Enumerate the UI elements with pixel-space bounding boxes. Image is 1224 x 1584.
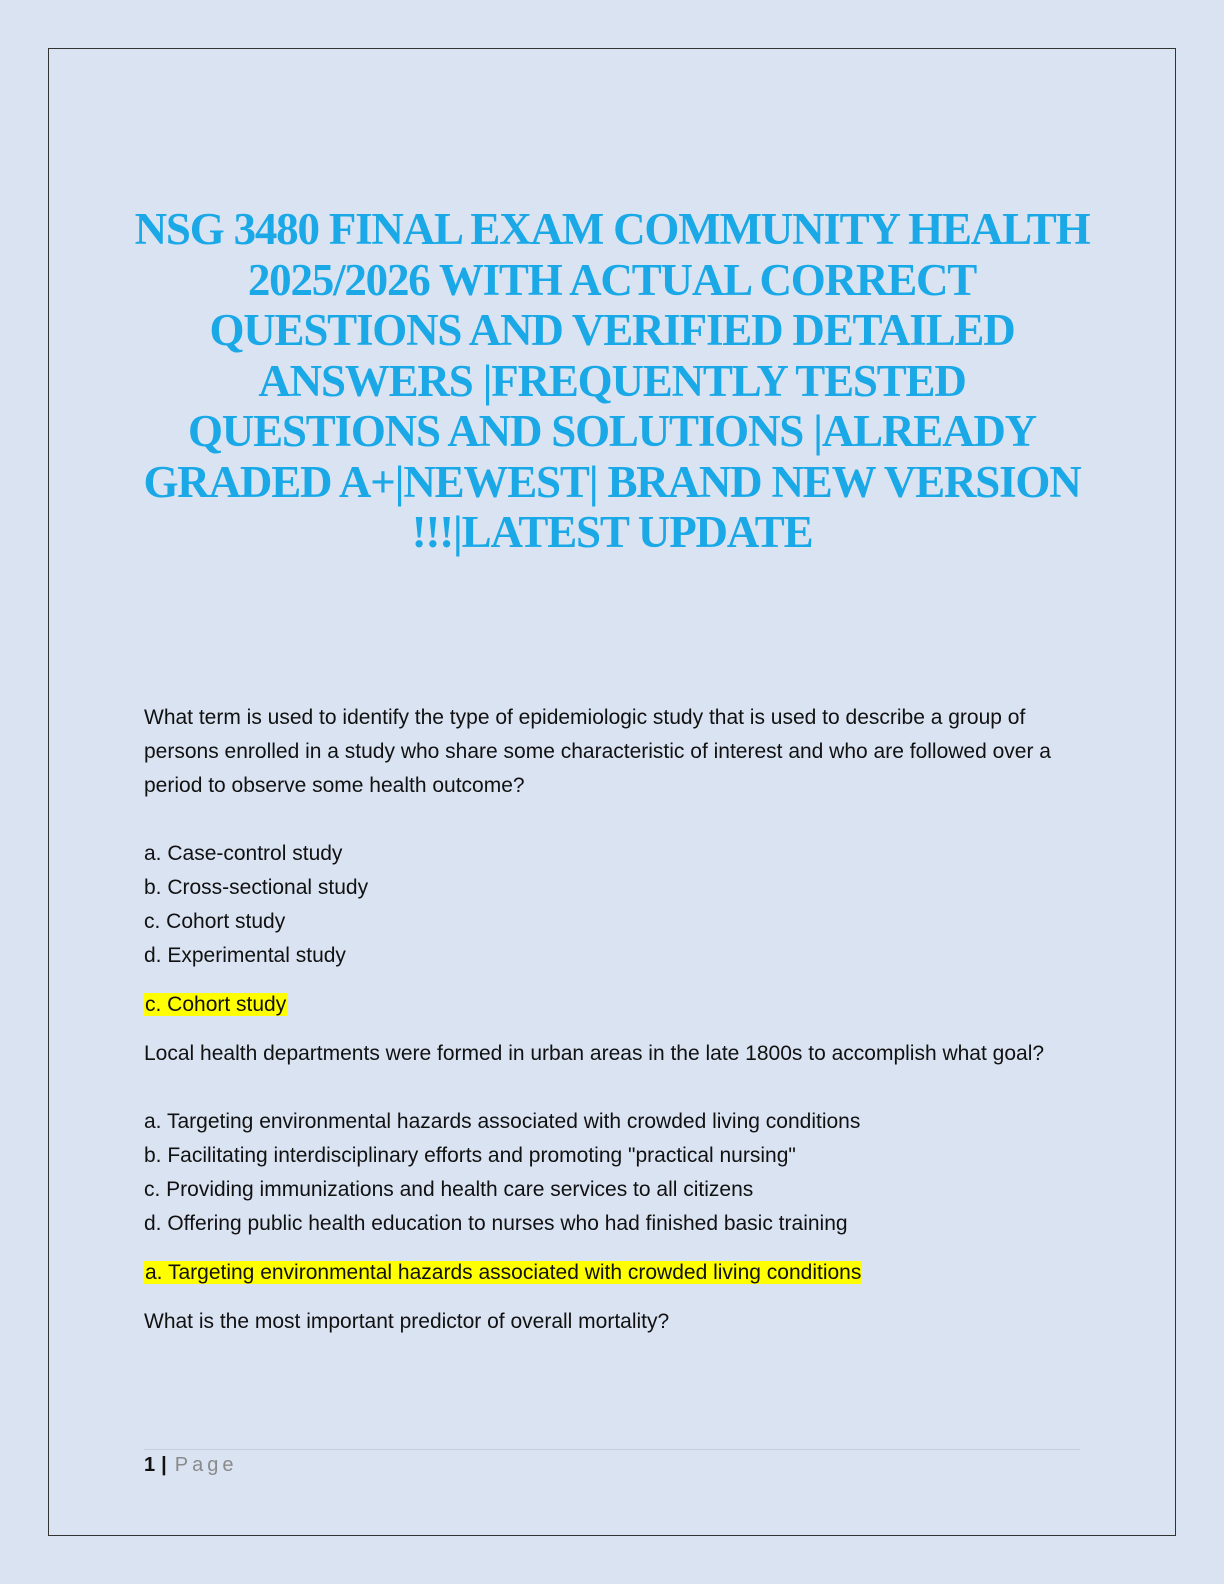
option-b: b. Cross-sectional study (144, 876, 369, 899)
footer-separator: | (161, 1454, 167, 1476)
option-a: a. Targeting environmental hazards associated with crowded living conditions (144, 1110, 861, 1133)
page-label: Page (174, 1454, 238, 1476)
option-d: d. Offering public health education to nurses who had finished basic training (144, 1212, 848, 1235)
correct-answer (144, 988, 1084, 1022)
question-text: What term is used to identify the type of epidemiologic study that is used to describe a group of persons enrolled in a study who share some characteristic of interest and who are followed over a period to observe some health outcome? (144, 706, 1051, 797)
answer-highlight: c. Cohort study (145, 993, 287, 1016)
document-body (144, 701, 1084, 1339)
option-d: d. Experimental study (144, 944, 346, 967)
footer-divider (144, 1449, 1080, 1450)
page-footer (144, 1452, 237, 1478)
question-text: Local health departments were formed in urban areas in the late 1800s to accomplish what goal? (144, 1042, 1045, 1065)
correct-answer (144, 1256, 1084, 1290)
question-block-3 (144, 1305, 1084, 1339)
question-block-2 (144, 1037, 1084, 1290)
option-b: b. Facilitating interdisciplinary efforts and promoting "practical nursing" (144, 1144, 796, 1167)
page-number: 1 (144, 1454, 156, 1476)
question-block-1 (144, 701, 1084, 1022)
option-c: c. Cohort study (144, 910, 286, 933)
answer-options (144, 1105, 1084, 1241)
option-a: a. Case-control study (144, 842, 343, 865)
question-text: What is the most important predictor of overall mortality? (144, 1310, 670, 1333)
option-c: c. Providing immunizations and health care services to all citizens (144, 1178, 754, 1201)
answer-options (144, 837, 1084, 973)
answer-highlight: a. Targeting environmental hazards associated with crowded living conditions (145, 1261, 862, 1284)
document-title: NSG 3480 FINAL EXAM COMMUNITY HEALTH 2025/2026 WITH ACTUAL CORRECT QUESTIONS AND VERIFIED DETAILED ANSWERS |FREQUENTLY TESTED QUESTIONS AND SOLUTIONS |ALREADY GRADED A+|NEWEST| BRAND NEW VERSION !!!|LATEST UPDATE (134, 204, 1090, 557)
